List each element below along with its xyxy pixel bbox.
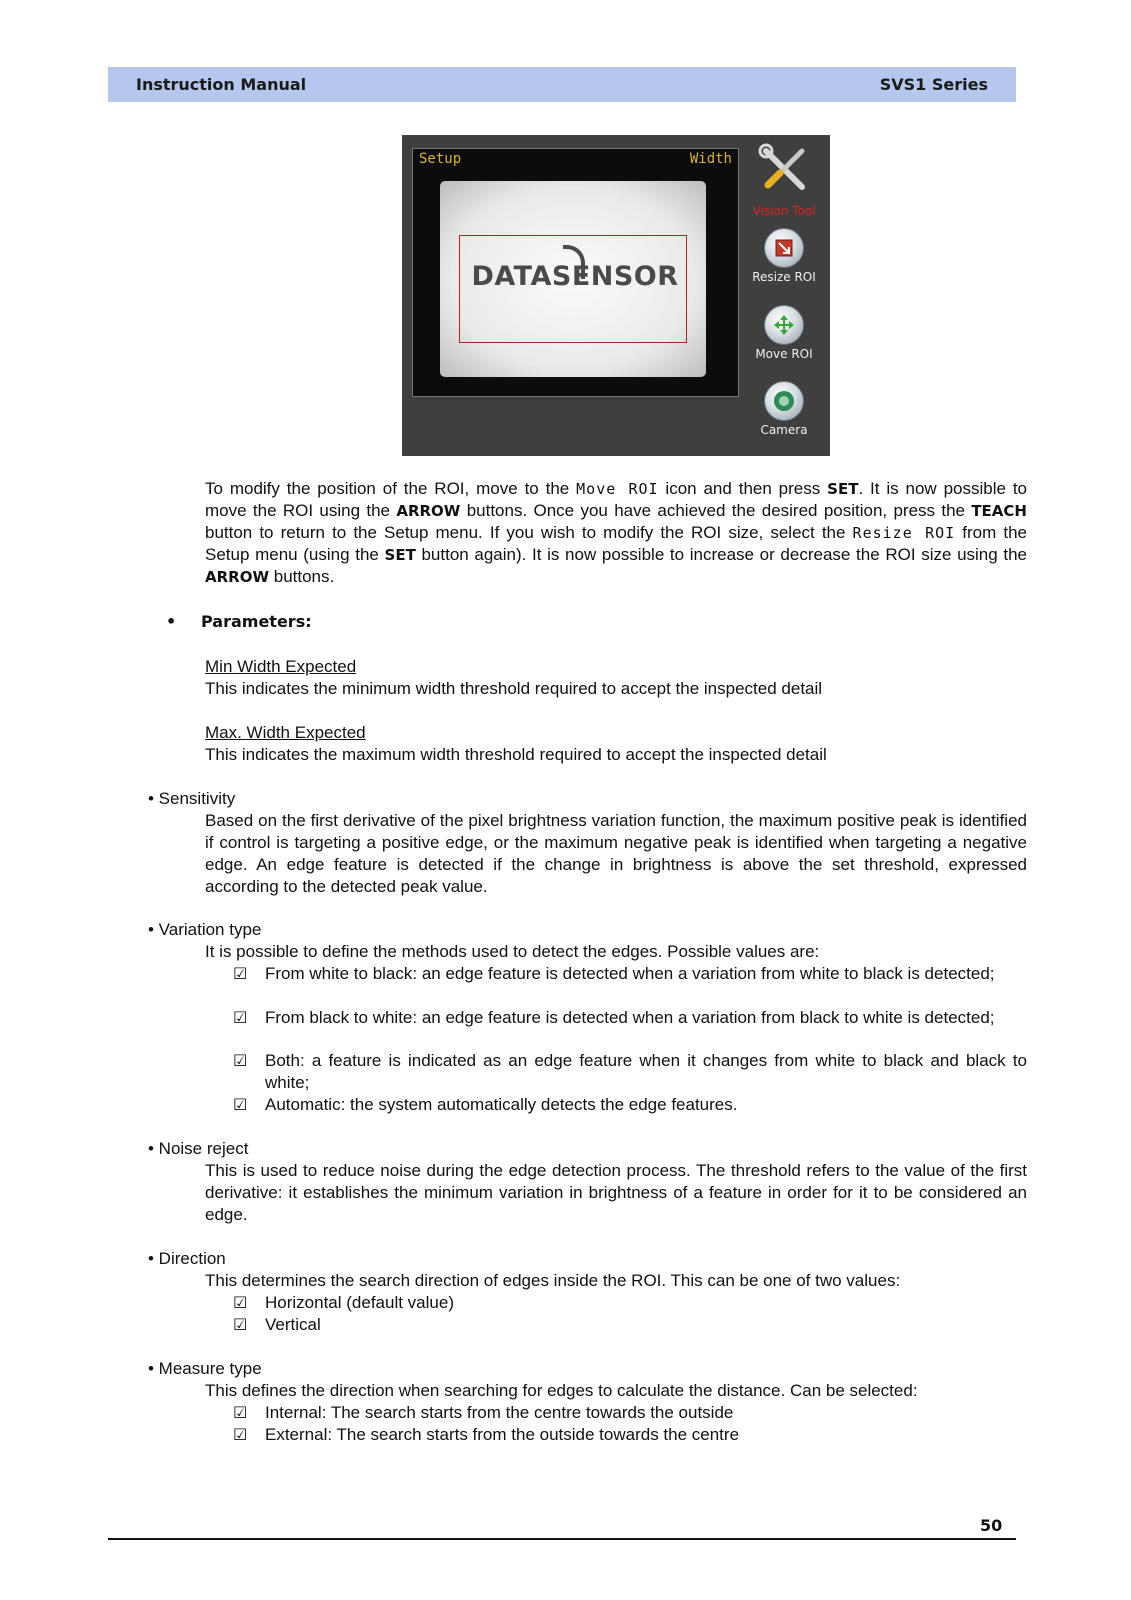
header-title: Instruction Manual: [136, 75, 307, 94]
direction-text: This determines the search direction of edges inside the ROI. This can be one of two values:: [205, 1271, 901, 1290]
min-width-title: Min Width Expected: [205, 657, 357, 676]
min-width-text: This indicates the minimum width threshold required to accept the inspected detail: [205, 679, 823, 698]
vision-tool-button[interactable]: [738, 141, 830, 218]
camera-button[interactable]: [738, 381, 830, 437]
header-series: SVS1 Series: [879, 75, 988, 94]
check-item: ☑ From white to black: an edge feature is detected when a variation from white to black is detected;: [233, 964, 995, 983]
move-roi-button[interactable]: [738, 305, 830, 361]
width-title: Width: [689, 151, 732, 167]
intro-paragraph: To modify the position of the ROI, move to the Move ROI icon and then press SET. It is now possible to move the ROI using the ARROW buttons. Once you have achieved the desired position, press the TEACH button to return to the Setup menu. If you wish to modify the ROI size, select the Resize ROI from the Setup menu (using the SET button again). It is now possible to increase or decrease the ROI size using the ARROW buttons.: [205, 479, 1028, 586]
checkbox-icon: ☑: [233, 1425, 248, 1444]
check-item: ☑ From black to white: an edge feature is detected when a variation from black to white is detected;: [233, 1008, 995, 1027]
resize-roi-ref: Resize ROI: [852, 524, 956, 542]
noise-text: This is used to reduce noise during the edge detection process. The threshold refers to the value of the first derivative: it establishes the minimum variation in brightness of a feature in order for it to be considered an edge.: [205, 1161, 1027, 1224]
tools-icon: [756, 141, 812, 197]
page-header: [108, 67, 1016, 102]
camera-screenshot: [402, 135, 830, 456]
move-icon: [764, 305, 804, 345]
checkbox-icon: ☑: [233, 1293, 248, 1312]
sensitivity-title: • Sensitivity: [148, 789, 236, 808]
check-item: ☑ Internal: The search starts from the centre towards the outside: [233, 1403, 734, 1422]
datasensor-logo: DATASENSOR: [471, 261, 679, 292]
set-ref-2: SET: [384, 546, 416, 564]
variation-title: • Variation type: [148, 920, 262, 939]
measure-title: • Measure type: [148, 1359, 262, 1378]
page-number: 50: [980, 1516, 1003, 1535]
checkbox-icon: ☑: [233, 1095, 248, 1114]
checkbox-icon: ☑: [233, 1051, 248, 1070]
resize-roi-label: Resize ROI: [752, 270, 816, 284]
checkbox-icon: ☑: [233, 1403, 248, 1422]
check-item: ☑ Automatic: the system automatically detects the edge features.: [233, 1095, 738, 1114]
vision-tool-label: Vision Tool: [752, 204, 816, 218]
arrow-ref: ARROW: [396, 502, 461, 520]
setup-title: Setup: [419, 151, 462, 167]
direction-title: • Direction: [148, 1249, 226, 1268]
camera-label: Camera: [760, 423, 808, 437]
variation-text: It is possible to define the methods used to detect the edges. Possible values are:: [205, 942, 820, 961]
move-roi-label: Move ROI: [755, 347, 813, 361]
max-width-text: This indicates the maximum width threshold required to accept the inspected detail: [205, 745, 827, 764]
footer-rule: [108, 1538, 1016, 1540]
noise-title: • Noise reject: [148, 1139, 249, 1158]
move-roi-ref: Move ROI: [576, 480, 659, 498]
measure-text: This defines the direction when searching for edges to calculate the distance. Can be selected:: [205, 1381, 918, 1400]
check-item: ☑ External: The search starts from the outside towards the centre: [233, 1425, 740, 1444]
check-item: ☑ Vertical: [233, 1315, 321, 1334]
max-width-title: Max. Width Expected: [205, 723, 366, 742]
camera-icon: [764, 381, 804, 421]
arrow-ref-2: ARROW: [205, 568, 270, 586]
resize-roi-button[interactable]: [738, 228, 830, 284]
check-item: ☑ Horizontal (default value): [233, 1293, 454, 1312]
teach-ref: TEACH: [971, 502, 1027, 520]
checkbox-icon: ☑: [233, 1008, 248, 1027]
resize-icon: [764, 228, 804, 268]
parameters-heading: • Parameters:: [166, 612, 312, 631]
camera-view: [412, 148, 739, 397]
checkbox-icon: ☑: [233, 964, 248, 983]
sensitivity-text: Based on the first derivative of the pixel brightness variation function, the maximum positive peak is identified if control is targeting a positive edge, or the maximum negative peak is identified when targeting a negative edge. An edge feature is detected if the change in brightness is above the set threshold, expressed according to the detected peak value.: [205, 811, 1027, 896]
set-ref: SET: [827, 480, 859, 498]
checkbox-icon: ☑: [233, 1315, 248, 1334]
roi-rectangle[interactable]: [459, 235, 687, 343]
bullet: •: [166, 612, 177, 631]
check-item: ☑ Both: a feature is indicated as an edge feature when it changes from white to black and black to white;: [233, 1051, 1027, 1092]
